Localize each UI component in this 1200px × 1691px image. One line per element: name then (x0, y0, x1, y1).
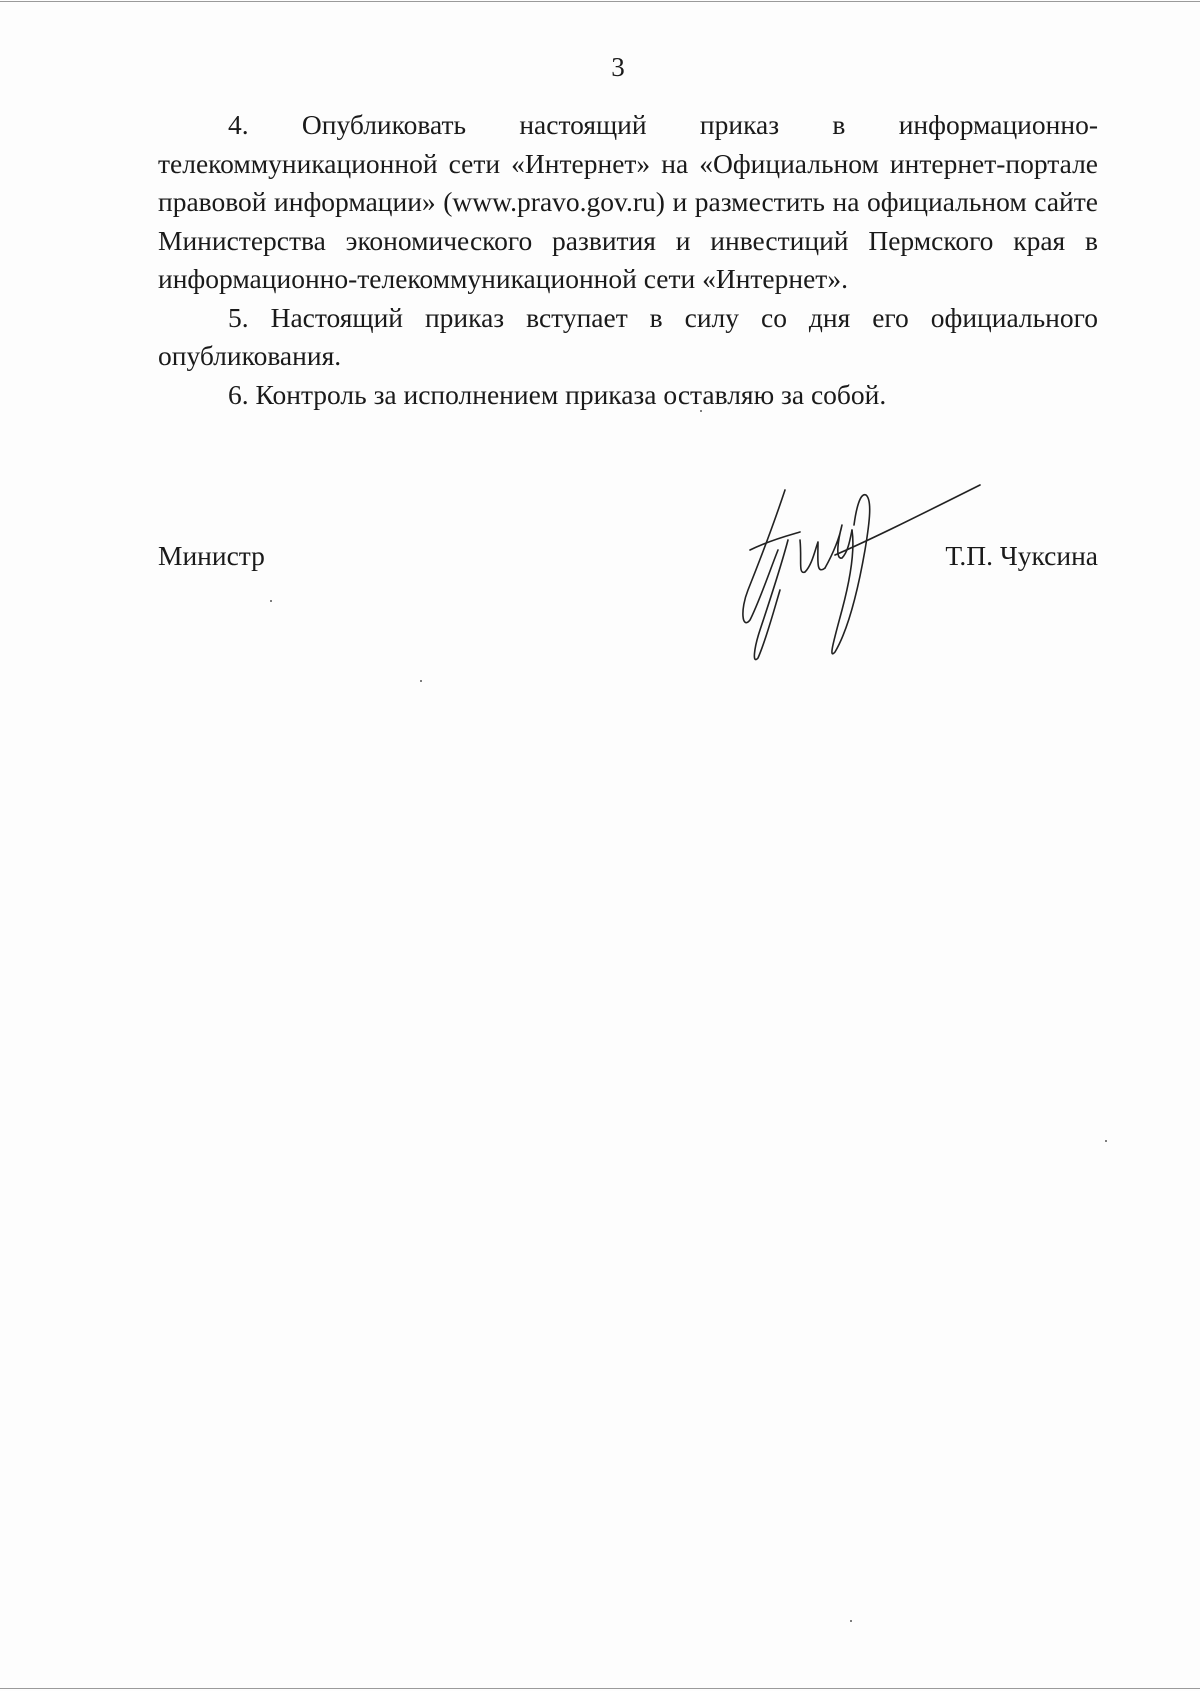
scan-edge-bottom (0, 1688, 1200, 1689)
page-number: 3 (611, 52, 625, 82)
scan-speck (420, 680, 422, 682)
document-body (158, 106, 1098, 414)
scan-speck (270, 600, 272, 602)
signer-name: Т.П. Чуксина (945, 540, 1098, 571)
paragraph-6: 6. Контроль за исполнением приказа оставляю за собой. (228, 378, 887, 410)
scan-speck (700, 410, 702, 412)
scan-edge-top (0, 1, 1200, 2)
scan-speck (850, 1620, 852, 1622)
handwritten-signature (730, 480, 1000, 680)
scan-speck (1105, 1140, 1107, 1142)
signer-position: Министр (158, 540, 265, 571)
paragraph-5: 5. Настоящий приказ вступает в силу со дня его официального опубликования. (158, 301, 1098, 371)
paragraph-4: 4. Опубликовать настоящий приказ в информационно-телекоммуникационной сети «Интернет» на «Официальном интернет-портале правовой информации» (www.pravo.gov.ru) и разместить на официальном сайте Министерства экономического развития и инвестиций Пермского края в информационно-телекоммуникационной сети «Интернет». (158, 109, 1098, 294)
